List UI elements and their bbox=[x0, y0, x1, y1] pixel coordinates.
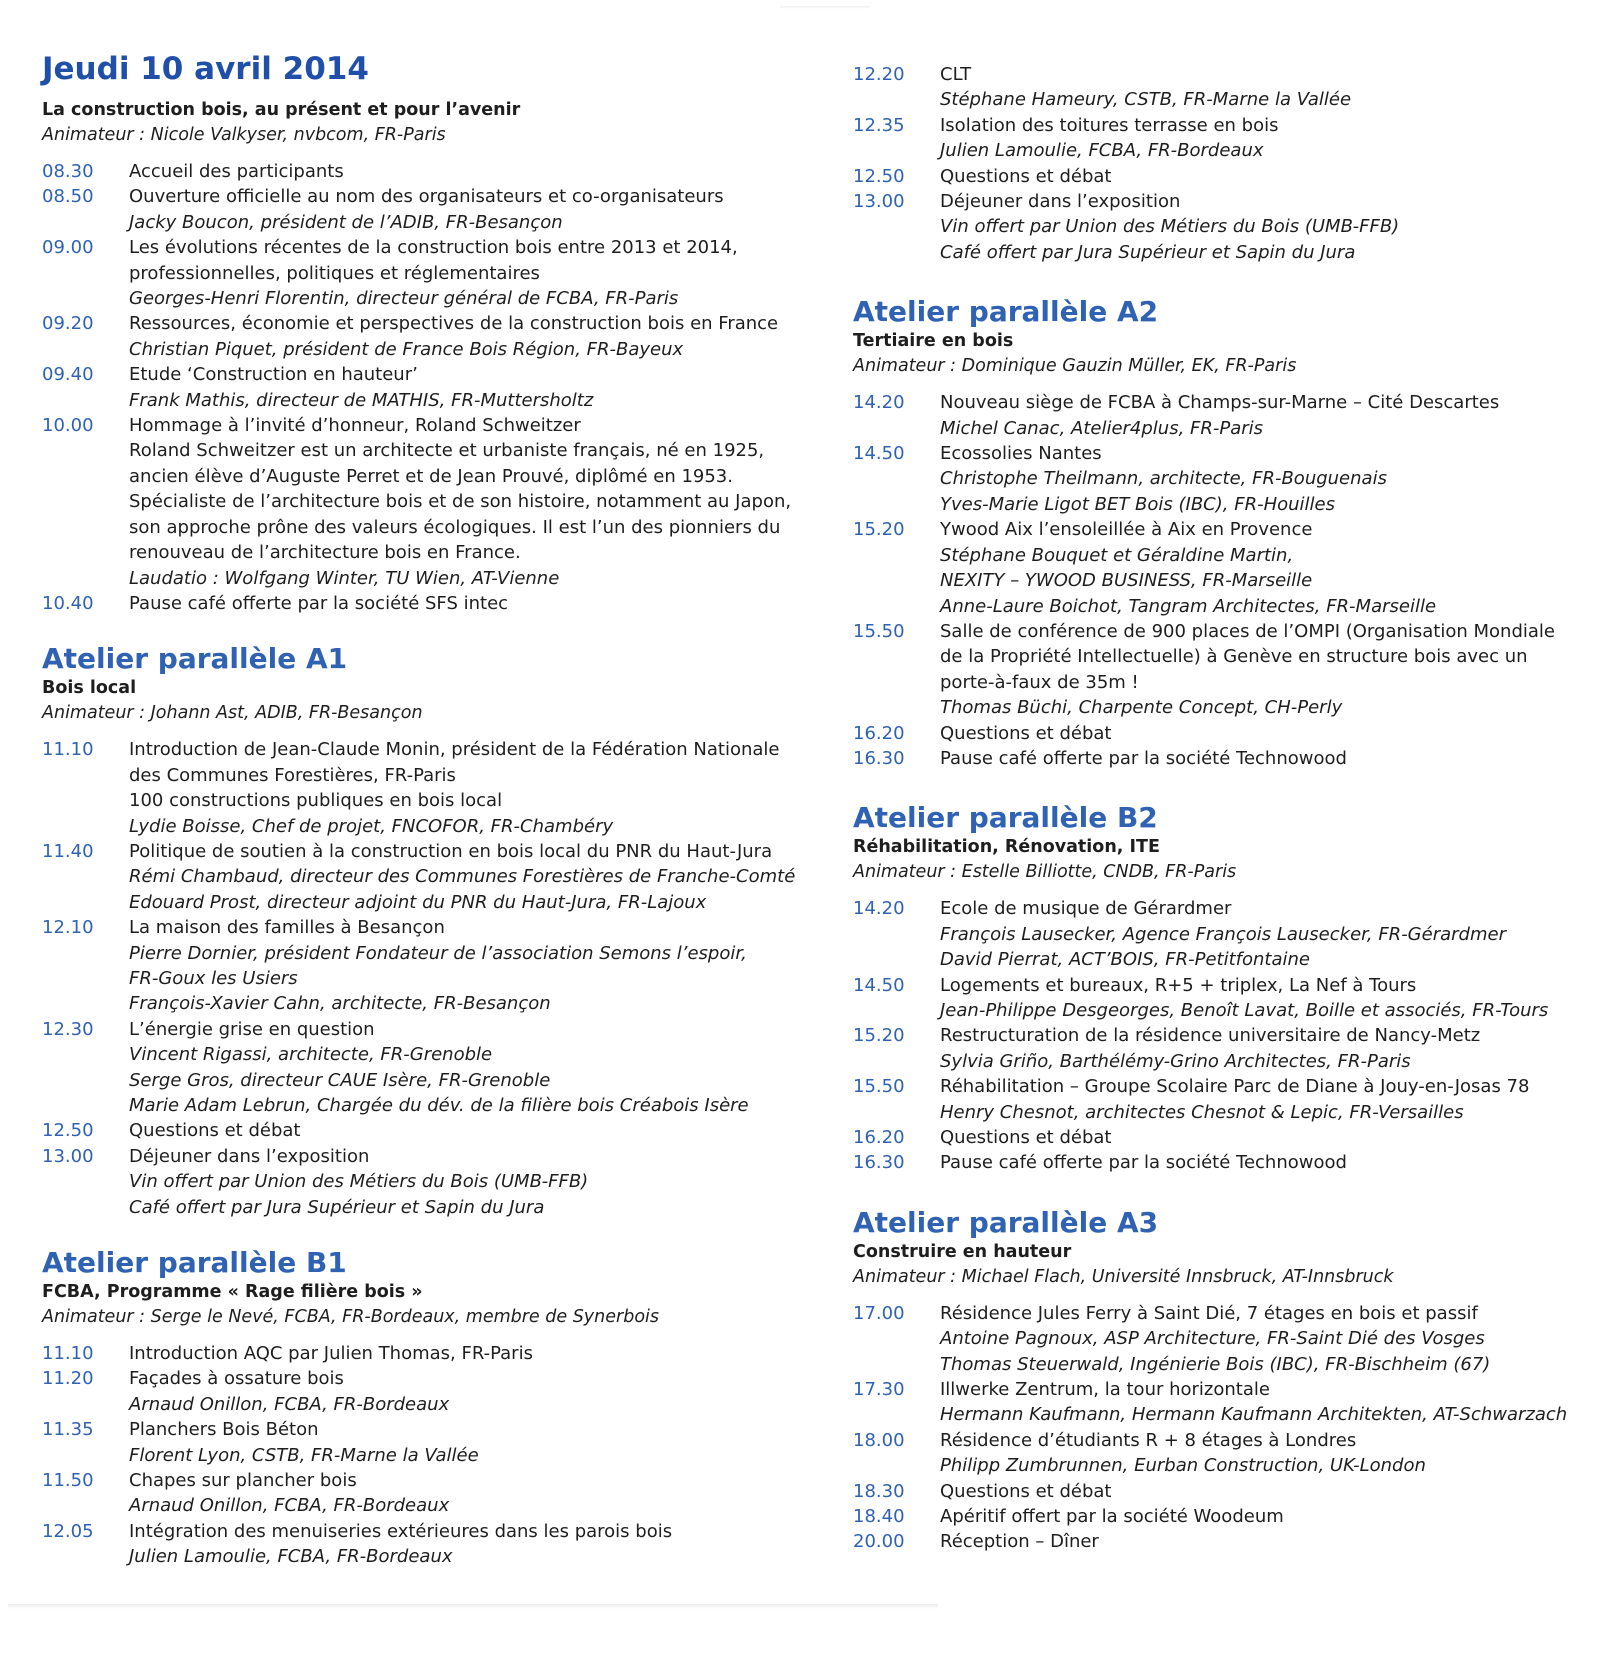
session-speaker: Thomas Büchi, Charpente Concept, CH-Perly bbox=[940, 697, 1343, 719]
session-title: Illwerke Zentrum, la tour horizontale bbox=[940, 1379, 1270, 1401]
session-time: 18.30 bbox=[853, 1480, 905, 1502]
session-speaker: Arnaud Onillon, FCBA, FR-Bordeaux bbox=[129, 1393, 450, 1415]
session-speaker: Vin offert par Union des Métiers du Bois (UMB-FFB) bbox=[129, 1171, 589, 1193]
session-row bbox=[853, 619, 1593, 721]
session-time: 16.30 bbox=[853, 747, 905, 769]
session-time: 11.20 bbox=[42, 1368, 94, 1390]
session-title: Ressources, économie et perspectives de la construction bois en France bbox=[129, 313, 779, 335]
session-row bbox=[42, 362, 817, 413]
session-time: 12.50 bbox=[42, 1120, 94, 1142]
session-speaker: Laudatio : Wolfgang Winter, TU Wien, AT-Vienne bbox=[129, 567, 560, 589]
session-title: de la Propriété Intellectuelle) à Genève en structure bois avec un bbox=[940, 646, 1528, 668]
session-row bbox=[42, 1017, 817, 1119]
section-moderator: Animateur : Dominique Gauzin Müller, EK, FR-Paris bbox=[853, 356, 1297, 377]
agenda-section bbox=[853, 801, 1593, 1175]
section-gap bbox=[42, 1220, 817, 1246]
session-body bbox=[129, 159, 817, 184]
session-title: Questions et débat bbox=[940, 1480, 1112, 1502]
session-body bbox=[940, 1301, 1593, 1377]
session-body bbox=[940, 1479, 1593, 1504]
session-title: Pause café offerte par la société SFS intec bbox=[129, 592, 509, 614]
section-moderator: Animateur : Serge le Nevé, FCBA, FR-Bordeaux, membre de Synerbois bbox=[42, 1307, 660, 1328]
session-title: Intégration des menuiseries extérieures dans les parois bois bbox=[129, 1520, 673, 1542]
session-title: Questions et débat bbox=[940, 165, 1112, 187]
section-title: Atelier parallèle B1 bbox=[42, 1246, 347, 1280]
session-time: 11.40 bbox=[42, 840, 94, 862]
section-subtitle: Réhabilitation, Rénovation, ITE bbox=[853, 837, 1160, 858]
session-row bbox=[853, 973, 1593, 1024]
session-body bbox=[129, 311, 817, 362]
session-body bbox=[940, 1529, 1593, 1554]
session-title: Introduction de Jean-Claude Monin, président de la Fédération Nationale bbox=[129, 739, 780, 761]
session-title: Politique de soutien à la construction en bois local du PNR du Haut-Jura bbox=[129, 840, 773, 862]
section-moderator: Animateur : Johann Ast, ADIB, FR-Besançon bbox=[42, 703, 423, 724]
section-moderator: Animateur : Nicole Valkyser, nvbcom, FR-Paris bbox=[42, 125, 446, 145]
session-row bbox=[42, 311, 817, 362]
session-row bbox=[853, 1125, 1593, 1150]
session-speaker: Thomas Steuerwald, Ingénierie Bois (IBC), FR-Bischheim (67) bbox=[940, 1353, 1491, 1375]
session-row bbox=[42, 1341, 817, 1366]
session-speaker: Frank Mathis, directeur de MATHIS, FR-Muttersholtz bbox=[129, 389, 594, 411]
left-column bbox=[42, 48, 817, 1570]
session-time: 09.20 bbox=[42, 313, 94, 335]
session-title: Roland Schweitzer est un architecte et urbaniste français, né en 1925, bbox=[129, 440, 765, 462]
session-speaker: Jacky Boucon, président de l’ADIB, FR-Besançon bbox=[129, 211, 563, 233]
scan-edge bbox=[780, 6, 870, 9]
section-subtitle: Bois local bbox=[42, 678, 137, 699]
section-moderator: Animateur : Estelle Billiotte, CNDB, FR-Paris bbox=[853, 862, 1237, 883]
session-speaker: Vincent Rigassi, architecte, FR-Grenoble bbox=[129, 1044, 493, 1066]
session-title: Les évolutions récentes de la construction bois entre 2013 et 2014, bbox=[129, 237, 738, 259]
session-title: Chapes sur plancher bois bbox=[129, 1470, 357, 1492]
section-title: Atelier parallèle A2 bbox=[853, 295, 1159, 329]
section-gap bbox=[853, 1176, 1593, 1206]
session-time: 14.50 bbox=[853, 443, 905, 465]
session-time: 12.50 bbox=[853, 165, 905, 187]
session-body bbox=[129, 1417, 817, 1468]
session-time: 10.40 bbox=[42, 592, 94, 614]
session-speaker: Julien Lamoulie, FCBA, FR-Bordeaux bbox=[940, 140, 1264, 162]
session-title: Questions et débat bbox=[129, 1120, 301, 1142]
session-time: 15.20 bbox=[853, 1025, 905, 1047]
session-row bbox=[853, 441, 1593, 517]
session-speaker: Antoine Pagnoux, ASP Architecture, FR-Saint Dié des Vosges bbox=[940, 1328, 1485, 1350]
section-subtitle: Tertiaire en bois bbox=[853, 331, 1014, 352]
session-speaker: David Pierrat, ACT’BOIS, FR-Petitfontaine bbox=[940, 949, 1310, 971]
session-row bbox=[853, 1023, 1593, 1074]
session-body bbox=[940, 1125, 1593, 1150]
session-speaker: Georges-Henri Florentin, directeur général de FCBA, FR-Paris bbox=[129, 288, 679, 310]
session-body bbox=[940, 1504, 1593, 1529]
session-speaker: Arnaud Onillon, FCBA, FR-Bordeaux bbox=[129, 1495, 450, 1517]
session-row bbox=[853, 721, 1593, 746]
session-speaker: Jean-Philippe Desgeorges, Benoît Lavat, Boille et associés, FR-Tours bbox=[940, 999, 1549, 1021]
session-speaker: FR-Goux les Usiers bbox=[129, 967, 298, 989]
section-gap bbox=[42, 616, 817, 642]
session-speaker: Café offert par Jura Supérieur et Sapin du Jura bbox=[129, 1196, 545, 1218]
session-speaker: Philipp Zumbrunnen, Eurban Construction, UK-London bbox=[940, 1455, 1426, 1477]
section-gap bbox=[853, 265, 1593, 295]
session-row bbox=[42, 737, 817, 839]
session-row bbox=[853, 517, 1593, 619]
session-title: L’énergie grise en question bbox=[129, 1018, 375, 1040]
session-body bbox=[940, 973, 1593, 1024]
session-speaker: Edouard Prost, directeur adjoint du PNR du Haut-Jura, FR-Lajoux bbox=[129, 891, 707, 913]
session-row bbox=[853, 1428, 1593, 1479]
session-speaker: Lydie Boisse, Chef de projet, FNCOFOR, FR-Chambéry bbox=[129, 815, 614, 837]
session-title: Déjeuner dans l’exposition bbox=[129, 1145, 370, 1167]
session-speaker: Christian Piquet, président de France Bois Région, FR-Bayeux bbox=[129, 338, 684, 360]
session-body bbox=[129, 1366, 817, 1417]
session-title: Résidence Jules Ferry à Saint Dié, 7 étages en bois et passif bbox=[940, 1302, 1478, 1324]
session-time: 14.50 bbox=[853, 974, 905, 996]
session-row bbox=[42, 1417, 817, 1468]
session-speaker: Anne-Laure Boichot, Tangram Architectes, FR-Marseille bbox=[940, 595, 1437, 617]
session-body bbox=[129, 839, 817, 915]
session-row bbox=[853, 1301, 1593, 1377]
session-speaker: Vin offert par Union des Métiers du Bois (UMB-FFB) bbox=[940, 216, 1400, 238]
session-title: Résidence d’étudiants R + 8 étages à Londres bbox=[940, 1429, 1357, 1451]
section-subtitle: FCBA, Programme « Rage filière bois » bbox=[42, 1282, 423, 1303]
session-time: 11.10 bbox=[42, 739, 94, 761]
session-body bbox=[940, 1377, 1593, 1428]
session-title: professionnelles, politiques et réglementaires bbox=[129, 262, 540, 284]
session-speaker: Pierre Dornier, président Fondateur de l’association Semons l’espoir, bbox=[129, 942, 747, 964]
session-speaker: Marie Adam Lebrun, Chargée du dév. de la filière bois Créabois Isère bbox=[129, 1095, 749, 1116]
agenda-section bbox=[853, 1206, 1593, 1555]
section-title: Atelier parallèle A1 bbox=[42, 642, 348, 676]
session-time: 08.30 bbox=[42, 161, 94, 182]
session-title: Réception – Dîner bbox=[940, 1531, 1099, 1553]
session-speaker: Rémi Chambaud, directeur des Communes Forestières de Franche-Comté bbox=[129, 866, 796, 888]
session-row bbox=[42, 159, 817, 184]
session-title: son approche prône des valeurs écologiques. Il est l’un des pionniers du bbox=[129, 516, 781, 538]
session-body bbox=[940, 113, 1593, 164]
session-time: 15.20 bbox=[853, 519, 905, 541]
session-body bbox=[129, 1118, 817, 1143]
session-row bbox=[853, 896, 1593, 972]
session-speaker: Florent Lyon, CSTB, FR-Marne la Vallée bbox=[129, 1444, 479, 1466]
session-speaker: Hermann Kaufmann, Hermann Kaufmann Architekten, AT-Schwarzach bbox=[940, 1404, 1568, 1426]
session-title: Salle de conférence de 900 places de l’OMPI (Organisation Mondiale bbox=[940, 620, 1555, 642]
scan-edge bbox=[8, 1604, 938, 1609]
session-time: 17.00 bbox=[853, 1302, 905, 1324]
session-speaker: NEXITY – YWOOD BUSINESS, FR-Marseille bbox=[940, 570, 1313, 592]
agenda-section bbox=[853, 62, 1593, 265]
session-row bbox=[853, 113, 1593, 164]
session-body bbox=[940, 441, 1593, 517]
session-time: 14.20 bbox=[853, 392, 905, 414]
session-title: Ecole de musique de Gérardmer bbox=[940, 898, 1232, 920]
session-title: Etude ‘Construction en hauteur’ bbox=[129, 364, 418, 386]
session-title: renouveau de l’architecture bois en France. bbox=[129, 542, 521, 564]
session-speaker: Michel Canac, Atelier4plus, FR-Paris bbox=[940, 417, 1264, 439]
session-title: Planchers Bois Béton bbox=[129, 1419, 319, 1441]
session-time: 12.20 bbox=[853, 64, 905, 85]
session-time: 13.00 bbox=[42, 1145, 94, 1167]
session-title: Questions et débat bbox=[940, 1127, 1112, 1148]
session-body bbox=[129, 362, 817, 413]
session-body bbox=[940, 164, 1593, 189]
session-title: Ouverture officielle au nom des organisateurs et co-organisateurs bbox=[129, 186, 724, 208]
session-title: Hommage à l’invité d’honneur, Roland Schweitzer bbox=[129, 415, 581, 437]
session-title: Déjeuner dans l’exposition bbox=[940, 191, 1181, 213]
session-body bbox=[129, 737, 817, 839]
session-row bbox=[42, 184, 817, 235]
session-row bbox=[42, 1519, 817, 1570]
session-body bbox=[940, 189, 1593, 265]
session-title: Pause café offerte par la société Technowood bbox=[940, 747, 1347, 769]
session-row bbox=[853, 746, 1593, 771]
section-subtitle: Construire en hauteur bbox=[853, 1241, 1072, 1262]
session-title: Réhabilitation – Groupe Scolaire Parc de Diane à Jouy-en-Josas 78 bbox=[940, 1076, 1530, 1098]
session-body bbox=[940, 1023, 1593, 1074]
session-title: Isolation des toitures terrasse en bois bbox=[940, 114, 1279, 136]
agenda-section bbox=[853, 295, 1593, 771]
session-title: ancien élève d’Auguste Perret et de Jean Prouvé, diplômé en 1953. bbox=[129, 465, 733, 487]
session-speaker: François Lausecker, Agence François Lausecker, FR-Gérardmer bbox=[940, 923, 1506, 945]
session-body bbox=[940, 746, 1593, 771]
session-row bbox=[42, 413, 817, 591]
session-row bbox=[42, 1468, 817, 1519]
section-title: Atelier parallèle A3 bbox=[853, 1205, 1159, 1239]
session-body bbox=[940, 896, 1593, 972]
session-time: 12.35 bbox=[853, 114, 905, 136]
session-title: Introduction AQC par Julien Thomas, FR-Paris bbox=[129, 1343, 533, 1365]
session-title: 100 constructions publiques en bois local bbox=[129, 790, 503, 812]
agenda-section bbox=[42, 642, 817, 1220]
session-time: 15.50 bbox=[853, 620, 905, 642]
session-body bbox=[129, 184, 817, 235]
session-title: Ywood Aix l’ensoleillée à Aix en Provence bbox=[940, 519, 1313, 541]
session-title: Apéritif offert par la société Woodeum bbox=[940, 1506, 1284, 1528]
session-time: 18.40 bbox=[853, 1506, 905, 1528]
section-moderator: Animateur : Michael Flach, Université Innsbruck, AT-Innsbruck bbox=[853, 1266, 1394, 1287]
section-subtitle: La construction bois, au présent et pour l’avenir bbox=[42, 100, 521, 120]
session-body bbox=[940, 517, 1593, 619]
session-row bbox=[42, 1366, 817, 1417]
session-speaker: Yves-Marie Ligot BET Bois (IBC), FR-Houilles bbox=[940, 493, 1335, 515]
session-time: 16.20 bbox=[853, 1127, 905, 1148]
session-row bbox=[42, 591, 817, 616]
session-title: des Communes Forestières, FR-Paris bbox=[129, 764, 456, 786]
session-time: 12.30 bbox=[42, 1018, 94, 1040]
session-body bbox=[940, 1150, 1593, 1175]
session-time: 12.05 bbox=[42, 1520, 94, 1542]
session-row bbox=[853, 390, 1593, 441]
session-time: 17.30 bbox=[853, 1379, 905, 1401]
session-time: 10.00 bbox=[42, 415, 94, 437]
agenda-section bbox=[42, 98, 817, 616]
session-speaker: Sylvia Griño, Barthélémy-Grino Architectes, FR-Paris bbox=[940, 1050, 1411, 1072]
section-gap bbox=[853, 771, 1593, 801]
session-body bbox=[129, 1341, 817, 1366]
session-speaker: Café offert par Jura Supérieur et Sapin du Jura bbox=[940, 241, 1356, 263]
session-body bbox=[940, 1074, 1593, 1125]
session-time: 12.10 bbox=[42, 917, 94, 939]
session-row bbox=[853, 1074, 1593, 1125]
session-title: Accueil des participants bbox=[129, 161, 344, 182]
session-row bbox=[853, 62, 1593, 113]
session-body bbox=[940, 721, 1593, 746]
session-title: Spécialiste de l’architecture bois et de son histoire, notamment au Japon, bbox=[129, 491, 792, 513]
session-title: porte-à-faux de 35m ! bbox=[940, 671, 1139, 693]
session-time: 09.00 bbox=[42, 237, 94, 259]
session-row bbox=[42, 1118, 817, 1143]
session-body bbox=[129, 235, 817, 311]
session-body bbox=[940, 619, 1593, 721]
session-row bbox=[42, 915, 817, 1017]
session-time: 16.20 bbox=[853, 722, 905, 744]
left-sections bbox=[42, 98, 817, 1570]
day-title: Jeudi 10 avril 2014 bbox=[42, 51, 369, 87]
session-time: 14.20 bbox=[853, 898, 905, 920]
session-row bbox=[42, 235, 817, 311]
session-title: Façades à ossature bois bbox=[129, 1368, 344, 1390]
session-speaker: Christophe Theilmann, architecte, FR-Bouguenais bbox=[940, 468, 1387, 490]
session-title: Questions et débat bbox=[940, 722, 1112, 744]
right-sections bbox=[853, 62, 1593, 1555]
session-time: 09.40 bbox=[42, 364, 94, 386]
session-time: 11.10 bbox=[42, 1343, 94, 1365]
session-time: 11.50 bbox=[42, 1470, 94, 1492]
session-title: Restructuration de la résidence universitaire de Nancy-Metz bbox=[940, 1025, 1481, 1047]
session-title: Pause café offerte par la société Technowood bbox=[940, 1152, 1347, 1174]
agenda-section bbox=[42, 1246, 817, 1570]
session-body bbox=[940, 390, 1593, 441]
session-body bbox=[129, 1144, 817, 1220]
session-body bbox=[129, 1519, 817, 1570]
session-row bbox=[853, 164, 1593, 189]
session-row bbox=[853, 1529, 1593, 1554]
session-row bbox=[853, 1150, 1593, 1175]
session-title: Nouveau siège de FCBA à Champs-sur-Marne – Cité Descartes bbox=[940, 392, 1500, 414]
session-time: 16.30 bbox=[853, 1152, 905, 1174]
session-body bbox=[129, 1468, 817, 1519]
session-row bbox=[853, 1479, 1593, 1504]
session-body bbox=[940, 1428, 1593, 1479]
session-row bbox=[853, 189, 1593, 265]
session-row bbox=[42, 839, 817, 915]
session-title: Logements et bureaux, R+5 + triplex, La Nef à Tours bbox=[940, 974, 1417, 996]
session-title: Ecossolies Nantes bbox=[940, 443, 1102, 465]
session-speaker: Julien Lamoulie, FCBA, FR-Bordeaux bbox=[129, 1546, 453, 1568]
session-time: 08.50 bbox=[42, 186, 94, 208]
session-time: 18.00 bbox=[853, 1429, 905, 1451]
session-body bbox=[129, 413, 817, 591]
session-body bbox=[129, 1017, 817, 1119]
session-time: 11.35 bbox=[42, 1419, 94, 1441]
section-title: Atelier parallèle B2 bbox=[853, 801, 1158, 835]
right-column bbox=[853, 62, 1593, 1555]
session-body bbox=[129, 591, 817, 616]
session-speaker: Henry Chesnot, architectes Chesnot & Lepic, FR-Versailles bbox=[940, 1101, 1464, 1123]
session-title: CLT bbox=[940, 64, 972, 85]
session-row bbox=[853, 1377, 1593, 1428]
session-time: 15.50 bbox=[853, 1076, 905, 1098]
session-row bbox=[853, 1504, 1593, 1529]
session-body bbox=[129, 915, 817, 1017]
session-speaker: François-Xavier Cahn, architecte, FR-Besançon bbox=[129, 993, 551, 1015]
session-speaker: Stéphane Hameury, CSTB, FR-Marne la Vallée bbox=[940, 89, 1352, 111]
session-row bbox=[42, 1144, 817, 1220]
session-title: La maison des familles à Besançon bbox=[129, 917, 445, 939]
session-speaker: Stéphane Bouquet et Géraldine Martin, bbox=[940, 544, 1294, 566]
session-time: 13.00 bbox=[853, 191, 905, 213]
session-speaker: Serge Gros, directeur CAUE Isère, FR-Grenoble bbox=[129, 1069, 551, 1091]
session-body bbox=[940, 62, 1593, 113]
session-time: 20.00 bbox=[853, 1531, 905, 1553]
